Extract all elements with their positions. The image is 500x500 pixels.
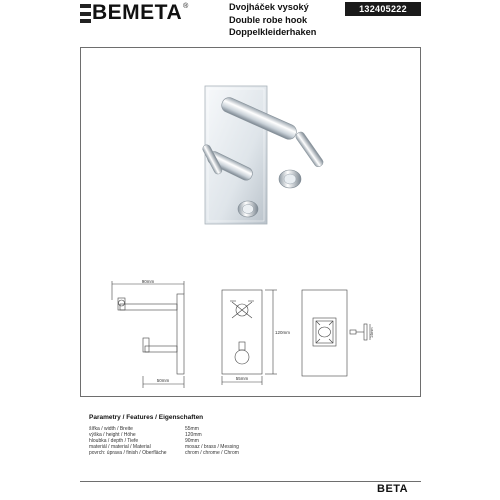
spec-label: povrch: úprava / finish / Oberfläche	[89, 450, 167, 457]
product-code-badge: 132405222	[345, 2, 421, 16]
spec-row	[89, 450, 239, 456]
product-titles	[229, 1, 316, 39]
side-view-drawing	[105, 280, 195, 390]
brand-logo	[80, 2, 188, 24]
spec-value: mosaz / brass / Messing	[185, 444, 239, 451]
front-width-dimension: 55mm	[235, 376, 249, 381]
title-en: Double robe hook	[229, 14, 308, 25]
spec-value: 120mm	[185, 432, 202, 439]
series-name: BETA	[377, 483, 409, 495]
features-table	[89, 426, 239, 456]
spec-value: 55mm	[185, 426, 199, 432]
mounting-plate-drawing	[300, 288, 380, 383]
side-top-dimension: 90mm	[141, 280, 155, 284]
title-cz: Dvojháček vysoký	[229, 2, 309, 12]
title-de: Doppelkleiderhaken	[229, 27, 317, 37]
spec-label: materiál / material / Material	[89, 444, 151, 451]
brand-name: BEMETA	[92, 1, 183, 24]
product-photo	[190, 80, 330, 230]
spec-label: výška / height / Höhe	[89, 432, 136, 439]
spec-value: chrom / chrome / Chrom	[185, 450, 239, 457]
front-height-dimension: 120mm	[275, 330, 291, 335]
spec-value: 90mm	[185, 438, 199, 445]
features-heading: Parametry / Features / Eigenschaften	[89, 414, 204, 421]
side-bottom-dimension: 50mm	[156, 378, 170, 383]
footer-divider	[80, 481, 421, 482]
spec-label: šířka / width / Breite	[89, 426, 133, 432]
spec-label: hloubka / depth / Tiefe	[89, 438, 139, 445]
logo-mark-icon	[80, 4, 91, 23]
registered-mark: ®	[183, 3, 189, 10]
mount-dimension: 14mm	[370, 327, 374, 338]
front-view-drawing	[215, 288, 305, 388]
